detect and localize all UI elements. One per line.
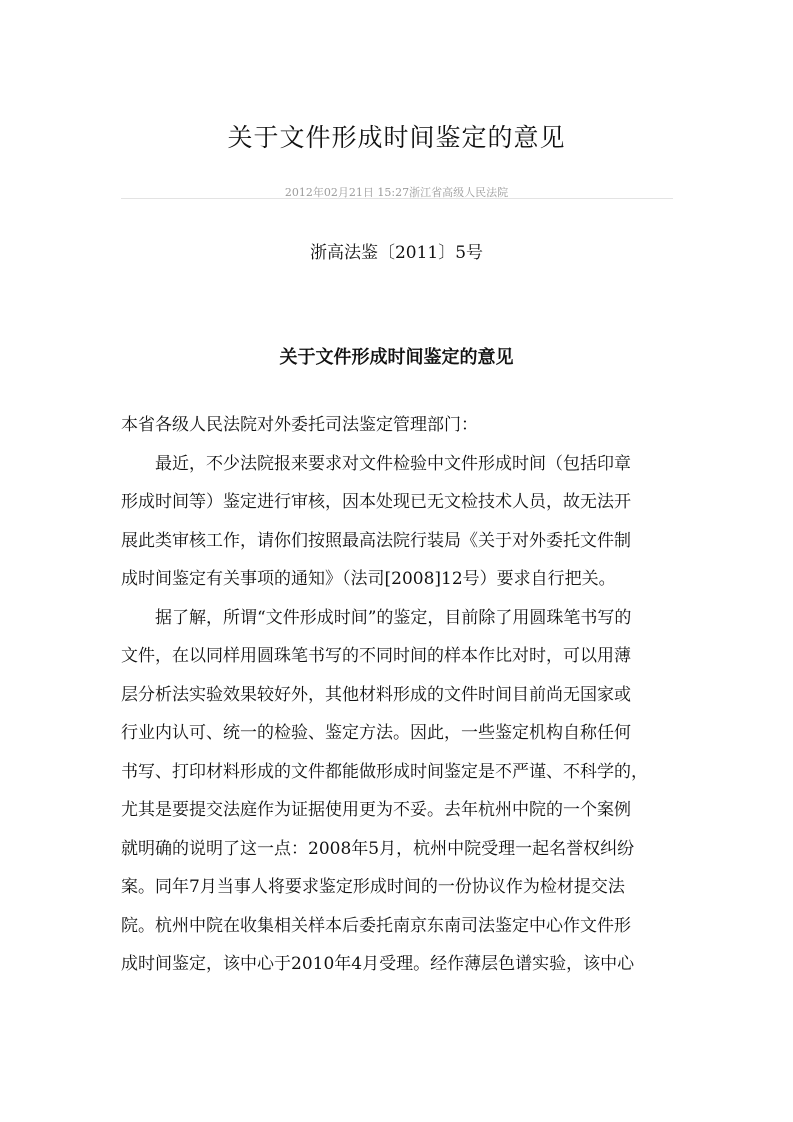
page-title: 关于文件形成时间鉴定的意见	[227, 123, 566, 152]
paragraph-2	[121, 599, 677, 984]
document-body	[121, 406, 677, 984]
paragraph-line: 形成时间等）鉴定进行审核，因本处现已无文检技术人员，故无法开	[121, 492, 631, 512]
paragraph-line: 层分析法实验效果较好外，其他材料形成的文件时间目前尚无国家或	[121, 684, 631, 705]
salutation-text: 本省各级人民法院对外委托司法鉴定管理部门：	[121, 415, 478, 435]
paragraph-line: 据了解，所谓“文件形成时间”的鉴定，目前除了用圆珠笔书写的	[155, 607, 632, 628]
paragraph-line: 就明确的说明了这一点：2008年5月，杭州中院受理一起名誉权纠纷	[121, 838, 635, 859]
paragraph-line: 院。杭州中院在收集相关样本后委托南京东南司法鉴定中心作文件形	[121, 915, 631, 936]
paragraph-line: 成时间鉴定有关事项的通知》（法司[2008]12号）要求自行把关。	[121, 569, 616, 589]
paragraph-line: 案。同年7月当事人将要求鉴定形成时间的一份协议作为检材提交法	[121, 877, 625, 897]
paragraph-line: 成时间鉴定，该中心于2010年4月受理。经作薄层色谱实验，该中心	[121, 954, 635, 974]
paragraph-line: 书写、打印材料形成的文件都能做形成时间鉴定是不严谨、不科学的，	[121, 761, 648, 782]
document-number: 浙高法鉴〔2011〕5号	[309, 243, 484, 263]
salutation	[121, 406, 677, 445]
paragraph-line: 最近，不少法院报来要求对文件检验中文件形成时间（包括印章	[155, 453, 631, 474]
paragraph-line: 展此类审核工作，请你们按照最高法院行装局《关于对外委托文件制	[121, 530, 631, 551]
paragraph-line: 尤其是要提交法庭作为证据使用更为不妥。去年杭州中院的一个案例	[121, 800, 631, 820]
paragraph-1	[121, 445, 677, 599]
document-subtitle: 关于文件形成时间鉴定的意见	[279, 347, 514, 368]
paragraph-line: 文件，在以同样用圆珠笔书写的不同时间的样本作比对时，可以用薄	[121, 646, 631, 666]
paragraph-line: 行业内认可、统一的检验、鉴定方法。因此，一些鉴定机构自称任何	[121, 723, 631, 743]
publish-meta: 2012年02月21日 15:27浙江省高级人民法院	[284, 186, 509, 199]
title-divider	[121, 198, 673, 199]
